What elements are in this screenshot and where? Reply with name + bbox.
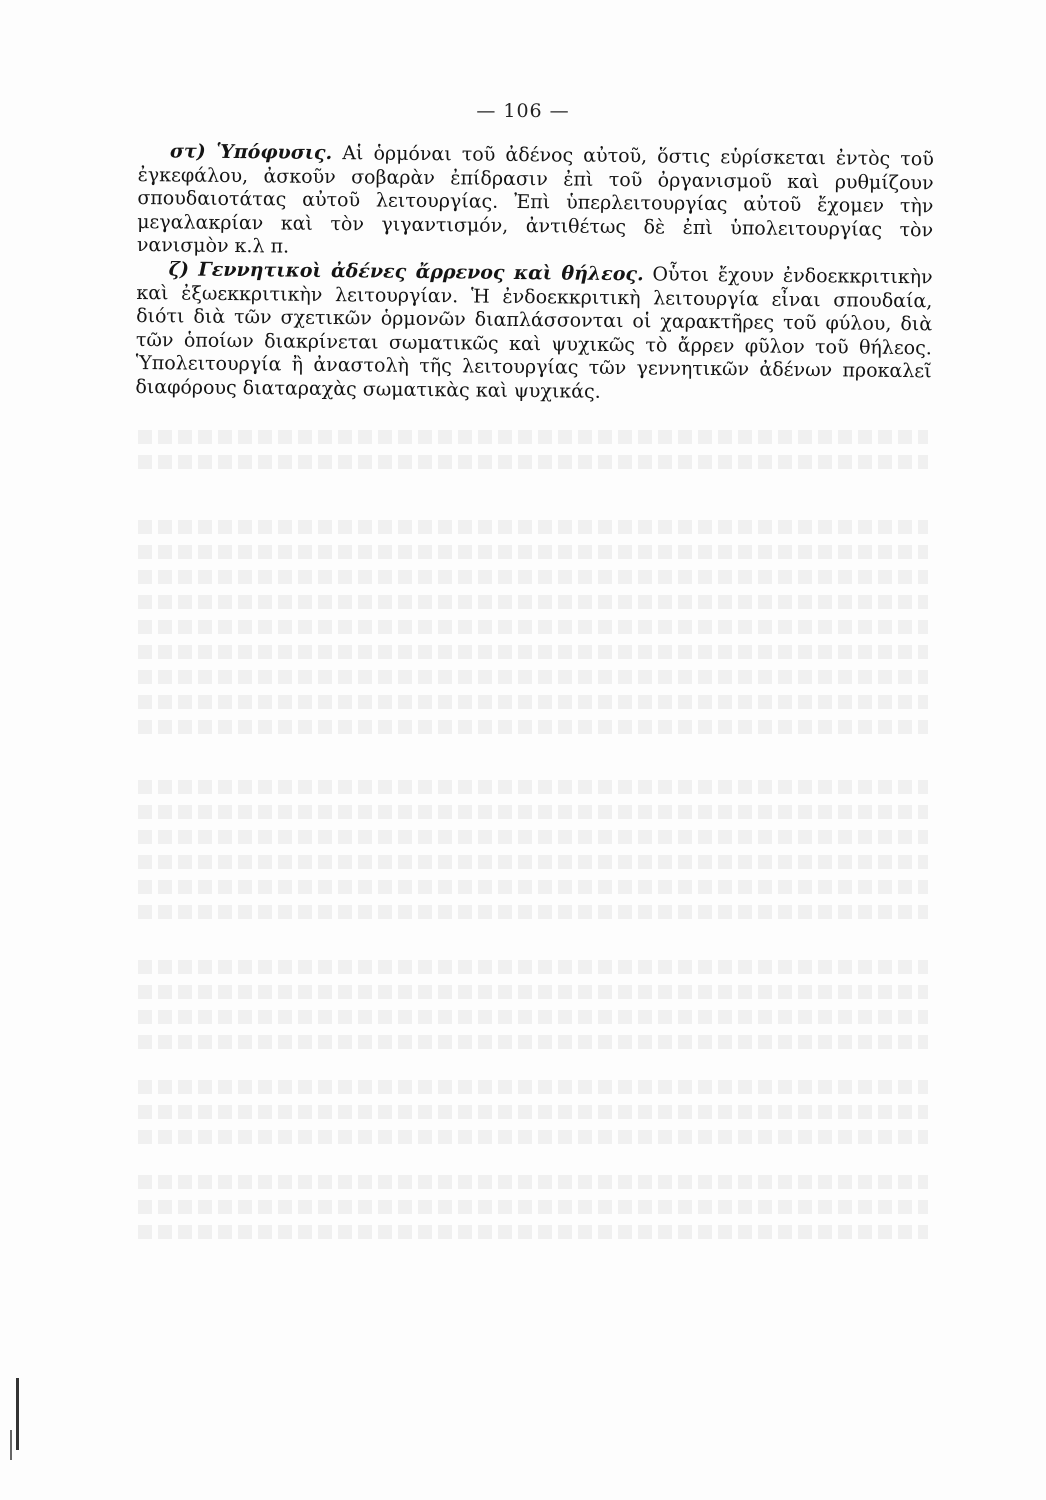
- section-heading-hypophysis: στ) Ὑπόφυσις.: [169, 140, 333, 165]
- bleed-through-line: [138, 830, 928, 844]
- section-heading-gonads: ζ) Γεννητικοὶ ἀδένες ἄρρενος καὶ θήλεος.: [168, 258, 644, 286]
- bleed-through-line: [138, 855, 928, 869]
- bleed-through-line: [138, 805, 928, 819]
- bleed-through-line: [138, 520, 928, 534]
- bleed-through-line: [138, 905, 928, 919]
- bleed-through-line: [138, 1130, 928, 1144]
- bleed-through-line: [138, 1035, 928, 1049]
- paragraph-hypophysis: [137, 140, 934, 266]
- bleed-through-line: [138, 455, 928, 469]
- bleed-through-line: [138, 1010, 928, 1024]
- bleed-through-line: [138, 620, 928, 634]
- bleed-through-line: [138, 1175, 928, 1189]
- page-number: — 106 —: [476, 100, 570, 122]
- margin-mark: [10, 1430, 12, 1460]
- bleed-through-line: [138, 1105, 928, 1119]
- bleed-through-line: [138, 695, 928, 709]
- body-text: [135, 140, 934, 408]
- paragraph-text: Αἱ ὁρμόναι τοῦ ἀδένος αὐτοῦ, ὅστις εὑρίσκεται ἐντὸς τοῦ ἐγκεφάλου, ἀσκοῦν σοβαρὰν ἐπίδρασιν ἐπὶ τοῦ ὀργανισμοῦ καὶ ρυθμίζουν σπουδαιοτάτας αὐτοῦ λειτουργίας. Ἐπὶ ὑπερλειτουργίας αὐτοῦ ἔχομεν τὴν μεγαλακρίαν καὶ τὸν γιγαντισμόν, ἀντιθέτως δὲ ἐπὶ ὑπολειτουργίας τὸν νανισμὸν κ.λ π.: [136, 142, 934, 258]
- paragraph-text: Οὗτοι ἔχουν ἐνδοεκκριτικὴν καὶ ἐξωεκκριτικὴν λειτουργίαν. Ἡ ἐνδοεκκριτικὴ λειτουργία εἶναι σπουδαία, διότι διὰ τῶν σχετικῶν ὁρμονῶν διαπλάσσονται οἱ χαρακτῆρες τοῦ φύλου, διὰ τῶν ὁποίων διακρίνεται σωματικῶς καὶ ψυχικῶς τὸ ἄρρεν φῦλον τοῦ θήλεος. Ὑπολειτουργία ἢ ἀναστολὴ τῆς λειτουργίας τῶν γεννητικῶν ἀδένων προκαλεῖ διαφόρους διαταραχὰς σωματικὰς καὶ ψυχικάς.: [135, 263, 933, 403]
- bleed-through-line: [138, 780, 928, 794]
- bleed-through-line: [138, 1080, 928, 1094]
- bleed-through-line: [138, 545, 928, 559]
- bleed-through-line: [138, 720, 928, 734]
- bleed-through-line: [138, 570, 928, 584]
- bleed-through-line: [138, 430, 928, 444]
- bleed-through-line: [138, 670, 928, 684]
- bleed-through-line: [138, 985, 928, 999]
- bleed-through-line: [138, 1200, 928, 1214]
- bleed-through-line: [138, 960, 928, 974]
- bleed-through-line: [138, 1225, 928, 1239]
- bleed-through-line: [138, 645, 928, 659]
- bleed-through-line: [138, 595, 928, 609]
- bleed-through-line: [138, 880, 928, 894]
- margin-mark: [16, 1378, 19, 1450]
- paragraph-gonads: [135, 258, 932, 408]
